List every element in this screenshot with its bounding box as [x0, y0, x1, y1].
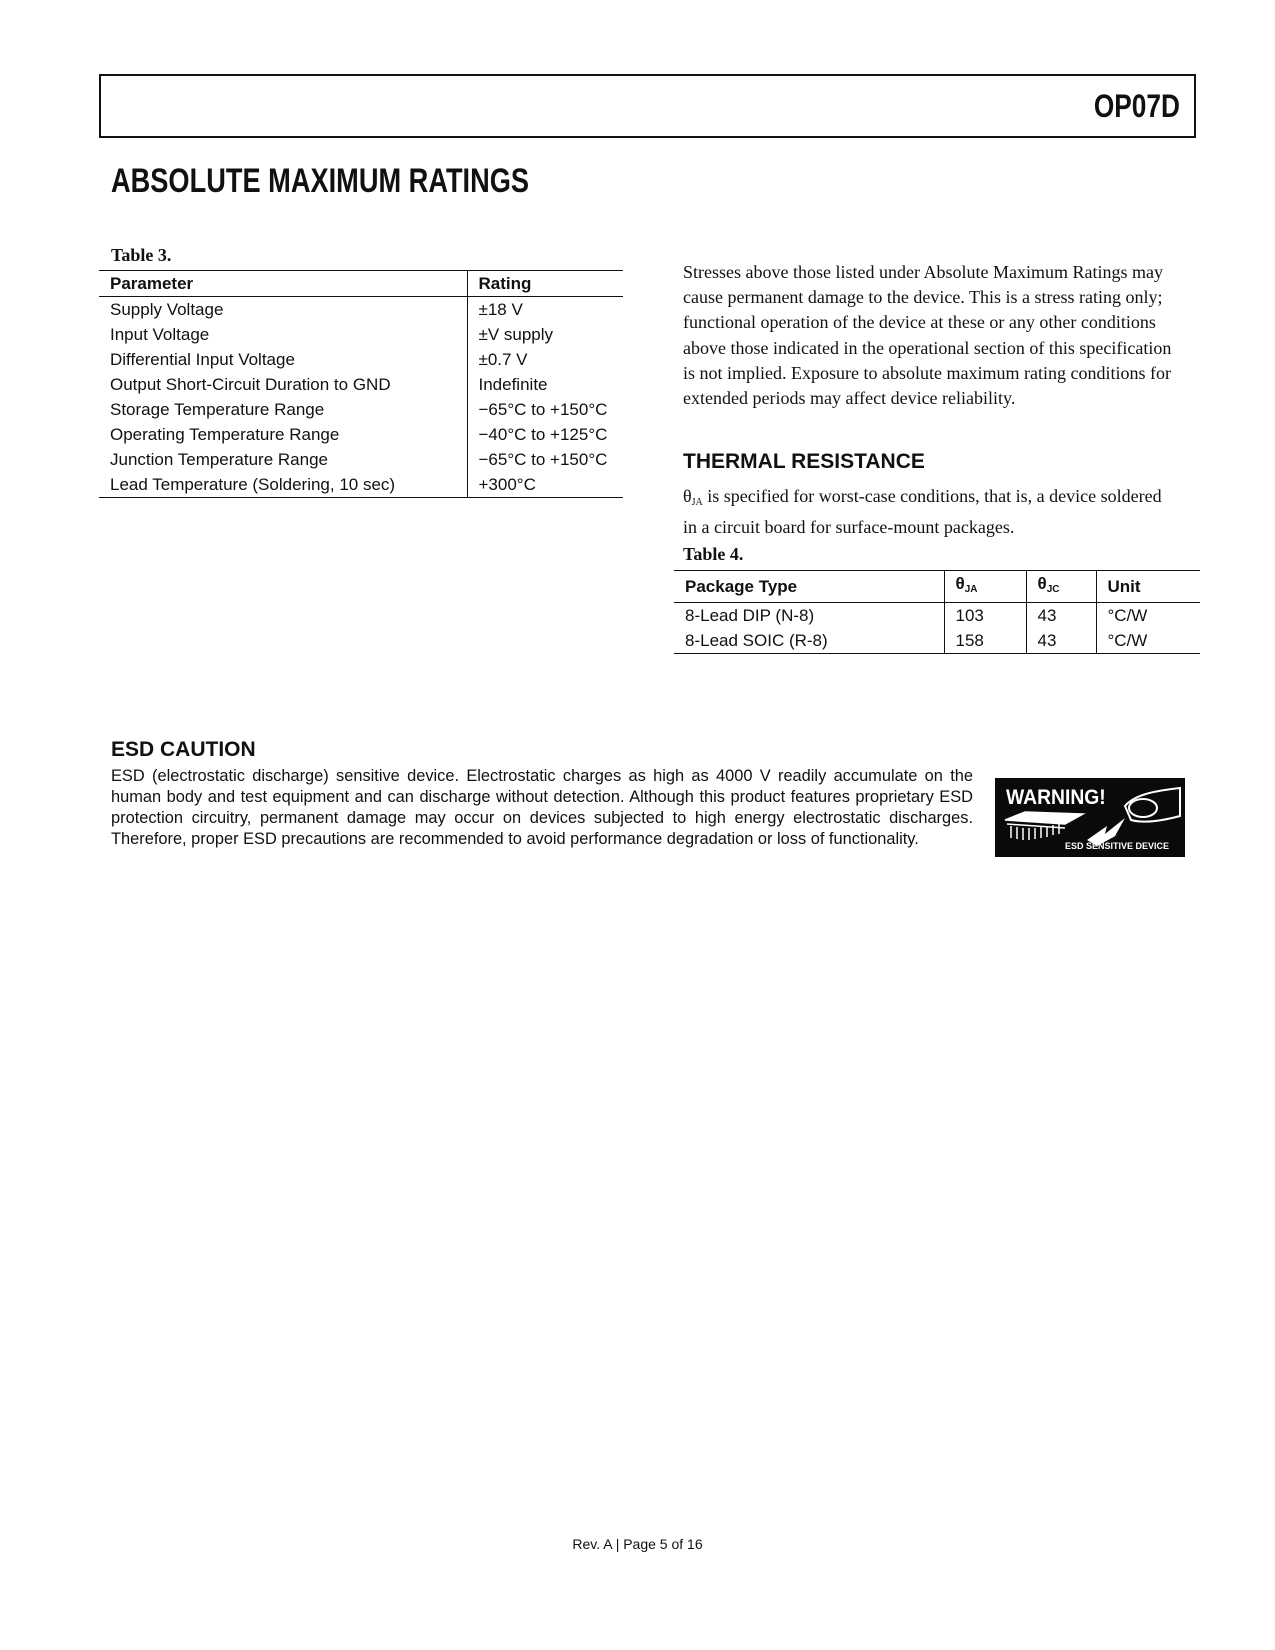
theta-subscript: JA	[691, 497, 703, 508]
package-cell: 8-Lead DIP (N-8)	[685, 606, 815, 625]
parameter-cell: Storage Temperature Range	[110, 400, 325, 419]
esd-warning-graphic	[995, 778, 1185, 857]
rating-cell: Indefinite	[467, 372, 623, 397]
section-title: ABSOLUTE MAXIMUM RATINGS	[111, 162, 530, 200]
badge-caption: ESD SENSITIVE DEVICE	[1065, 841, 1170, 851]
page-footer: Rev. A | Page 5 of 16	[572, 1536, 703, 1552]
table4-caption: Table 4.	[683, 544, 744, 564]
parameter-cell: Lead Temperature (Soldering, 10 sec)	[99, 472, 467, 498]
parameter-cell: Output Short-Circuit Duration to GND	[110, 375, 391, 394]
thermal-resistance-table	[674, 570, 1200, 654]
theta-jc-cell: 43	[1026, 603, 1096, 629]
column-header-theta-jc: $\theta_{JC}$	[1026, 571, 1096, 603]
column-header-theta-ja: $\theta_{JA}$	[944, 571, 1026, 603]
parameter-cell: Supply Voltage	[110, 300, 224, 319]
table-row	[99, 397, 623, 422]
parameter-cell: Input Voltage	[110, 325, 210, 344]
absolute-max-ratings-table	[99, 270, 623, 498]
header-box	[99, 74, 1196, 138]
parameter-cell: Junction Temperature Range	[110, 450, 328, 469]
table-header-row	[674, 571, 1200, 603]
rating-cell: ±18 V	[467, 297, 623, 323]
rating-cell: ±V supply	[467, 322, 623, 347]
column-header-unit: Unit	[1096, 571, 1200, 603]
column-header-rating: Rating	[467, 271, 623, 297]
thermal-note	[683, 484, 1163, 540]
unit-cell: °C/W	[1096, 628, 1200, 654]
table-row	[99, 297, 623, 323]
esd-warning-badge	[995, 778, 1185, 857]
esd-caution-text: ESD (electrostatic discharge) sensitive device. Electrostatic charges as high as 4000 V readily accumulate on the human body and test equipment and can discharge without detection. Although this product features proprietary ESD protection circuitry, permanent damage may occur on devices subjected to high energy electrostatic discharges. Therefore, proper ESD precautions are recommended to avoid performance degradation or loss of functionality.	[111, 767, 973, 848]
table-row	[99, 322, 623, 347]
esd-caution-heading: ESD CAUTION	[111, 738, 256, 761]
stress-note: Stresses above those listed under Absolute Maximum Ratings may cause permanent damage to the device. This is a stress rating only; functional operation of the device at these or any other conditions above those indicated in the operational section of this specification is not implied. Exposure to absolute maximum rating conditions for extended periods may affect device reliability.	[683, 262, 1172, 409]
theta-ja-cell: 103	[944, 603, 1026, 629]
theta-symbol: θ	[683, 486, 692, 506]
parameter-cell: Operating Temperature Range	[110, 425, 340, 444]
column-header-package-type: Package Type	[674, 571, 944, 603]
rating-cell: +300°C	[467, 472, 623, 498]
theta-jc-cell: 43	[1026, 628, 1096, 654]
table3-caption: Table 3.	[111, 245, 172, 265]
thermal-note-text: is specified for worst-case conditions, that is, a device soldered in a circuit board for surface-mount packages.	[683, 486, 1162, 538]
rating-cell: −65°C to +150°C	[467, 397, 623, 422]
table-row	[99, 347, 623, 372]
rating-cell: −65°C to +150°C	[467, 447, 623, 472]
table-header-row	[99, 271, 623, 297]
rating-cell: ±0.7 V	[467, 347, 623, 372]
table-row	[99, 422, 623, 447]
table-row	[674, 628, 1200, 654]
badge-title: WARNING!	[1006, 786, 1106, 810]
table-row	[99, 472, 623, 498]
table-row	[99, 447, 623, 472]
rating-cell: −40°C to +125°C	[467, 422, 623, 447]
table-row	[674, 603, 1200, 629]
parameter-cell: Differential Input Voltage	[110, 350, 295, 369]
column-header-parameter: Parameter	[99, 271, 467, 297]
part-number: OP07D	[1093, 88, 1180, 124]
chip-icon	[1005, 812, 1083, 840]
finger-icon	[1125, 788, 1180, 822]
table-row	[99, 372, 623, 397]
thermal-resistance-heading: THERMAL RESISTANCE	[683, 450, 925, 473]
unit-cell: °C/W	[1096, 603, 1200, 629]
theta-ja-cell: 158	[944, 628, 1026, 654]
package-cell: 8-Lead SOIC (R-8)	[674, 628, 944, 654]
